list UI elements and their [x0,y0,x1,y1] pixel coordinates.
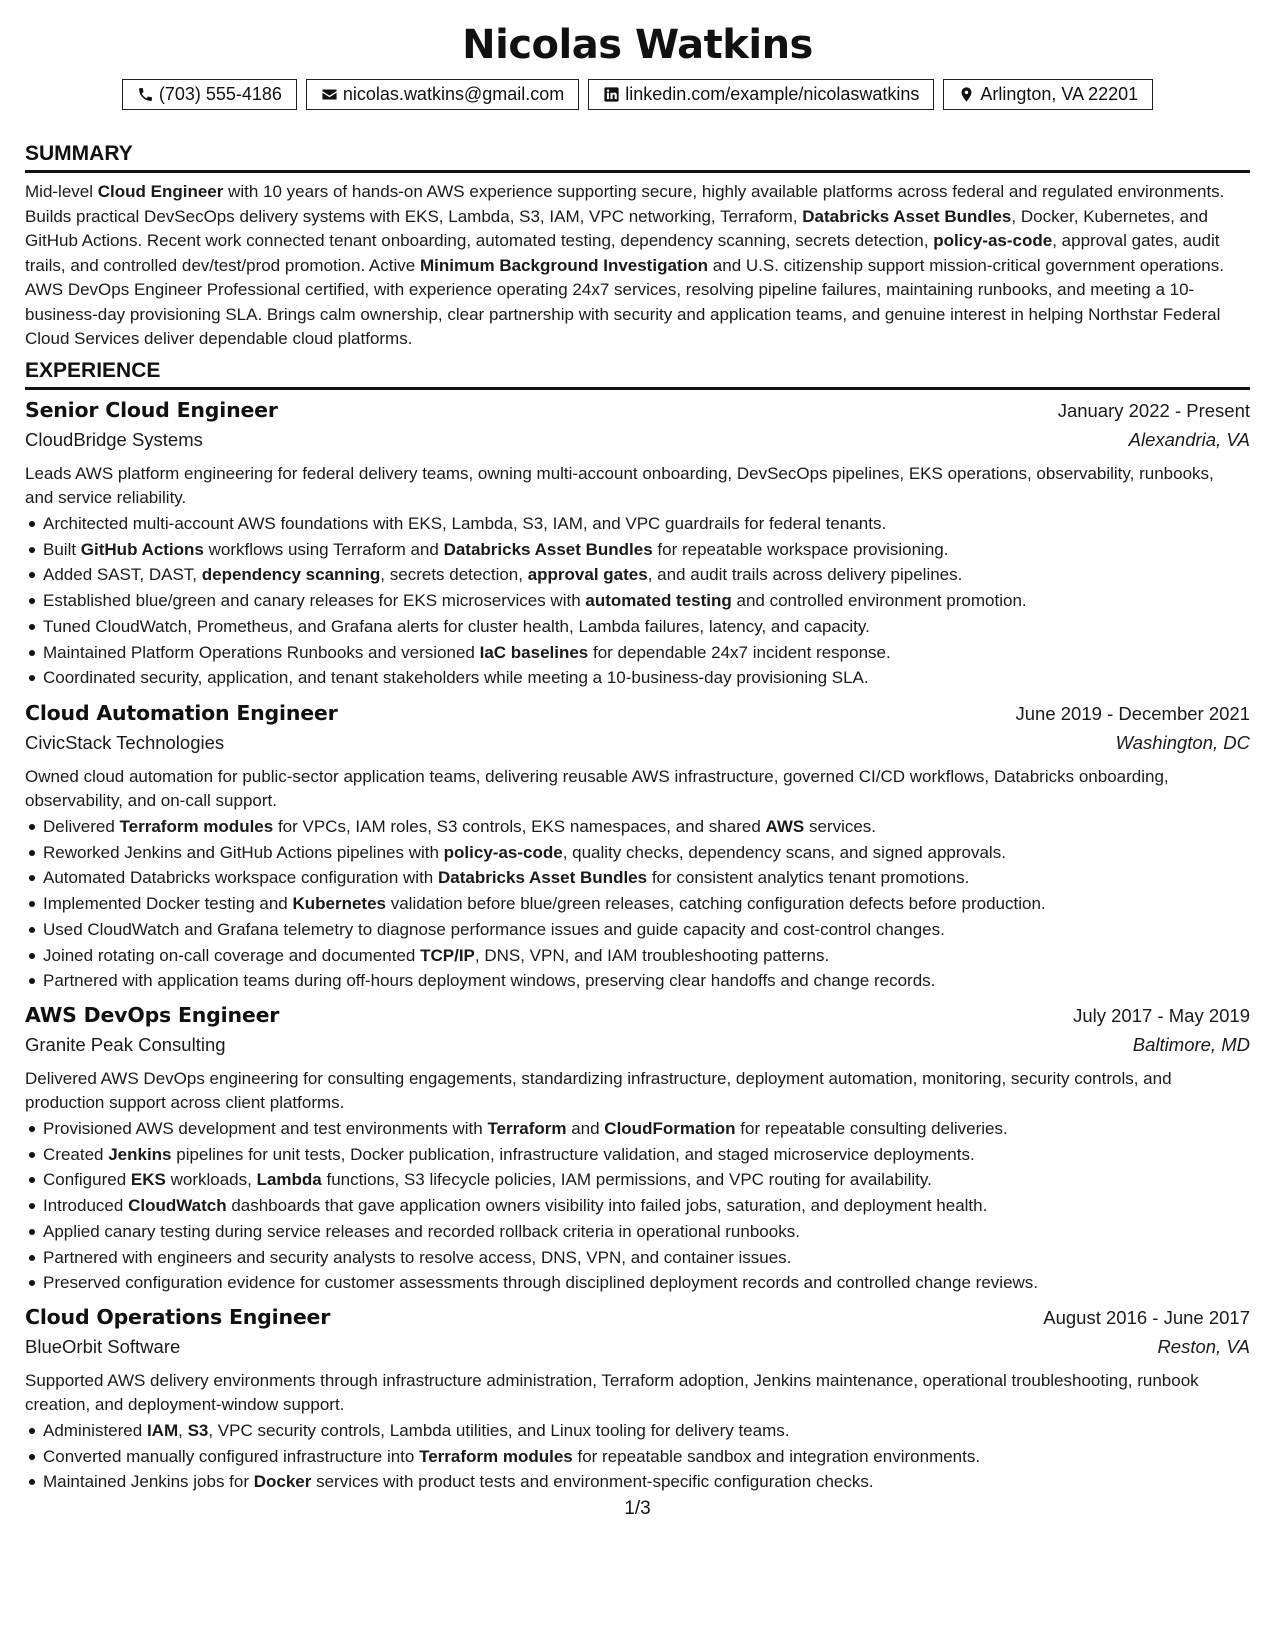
text-run: workloads, [165,1170,257,1190]
text-run: , Docker, Kubernetes, and GitHub Actions. Recent work connected tenant onboarding, automated testing, dependency scanning, secrets detection, [25,206,1208,250]
list-item [25,588,1250,614]
text-run: Maintained Platform Operations Runbooks and versioned [43,642,480,662]
list-item [25,968,1250,994]
company-name: CloudBridge Systems [25,429,203,450]
list-item [25,1469,1250,1495]
emphasized-text: Minimum Background Investigation [419,255,709,275]
linkedin-text: linkedin.com/example/nicolaswatkins [625,84,920,104]
job-description: Delivered AWS DevOps engineering for consulting engagements, standardizing infrastructure, deployment automation, monitoring, security controls, and production support across client platforms. [25,1069,1172,1112]
text-run: Partnered with engineers and security analysts to resolve access, DNS, VPN, and container issues. [43,1247,792,1267]
location-contact[interactable] [943,79,1153,110]
emphasized-text: Lambda [256,1170,322,1190]
text-run: Preserved configuration evidence for customer assessments through disciplined deployment records and controlled change reviews. [43,1273,1039,1293]
linkedin-icon [603,86,620,103]
emphasized-text: S3 [187,1421,209,1440]
candidate-name: Nicolas Watkins [462,22,813,68]
emphasized-text: policy-as-code [933,231,1053,250]
emphasized-text: policy-as-code [443,842,563,862]
list-item [25,1219,1250,1245]
job-location: Alexandria, VA [1128,429,1250,450]
text-run: for repeatable consulting deliveries. [735,1119,1008,1138]
emphasized-text: CloudWatch [128,1196,227,1216]
text-run: , [178,1421,188,1440]
emphasized-text: Databricks Asset Bundles [443,539,653,559]
job-description: Supported AWS delivery environments through infrastructure administration, Terraform adoption, Jenkins maintenance, operational troubleshooting, runbook creation, and deployment-window support. [25,1371,1199,1414]
map-pin-icon [958,86,975,103]
text-run: services with product tests and environment-specific configuration checks. [311,1472,874,1492]
emphasized-text: TCP/IP [420,945,475,965]
list-item [25,891,1250,917]
list-item [25,511,1250,537]
emphasized-text: Jenkins [108,1144,172,1164]
job-header [25,398,1250,428]
list-item [25,562,1250,588]
linkedin-contact[interactable] [588,79,934,110]
list-item [25,1418,1250,1444]
emphasized-text: Kubernetes [292,894,386,914]
emphasized-text: Databricks Asset Bundles [437,868,648,888]
job-title: Cloud Automation Engineer [25,701,338,725]
text-run: validation before blue/green releases, catching configuration defects before production. [386,894,1046,914]
text-run: Tuned CloudWatch, Prometheus, and Grafana alerts for cluster health, Lambda failures, latency, and capacity. [43,616,870,636]
text-run: Administered [43,1421,147,1440]
job-bullets [25,814,1250,994]
text-run: Implemented Docker testing and [43,894,293,914]
list-item [25,1270,1250,1296]
emphasized-text: EKS [130,1170,166,1190]
company-name: CivicStack Technologies [25,732,225,753]
emphasized-text: Terraform modules [419,1446,573,1466]
text-run: Introduced [43,1196,129,1216]
text-run: for repeatable workspace provisioning. [652,539,949,559]
job-description: Leads AWS platform engineering for federal delivery teams, owning multi-account onboarding, DevSecOps pipelines, EKS operations, observability, runbooks, and service reliability. [25,464,1214,507]
list-item [25,665,1250,691]
company-name: Granite Peak Consulting [25,1034,226,1055]
job-entry [25,701,1250,994]
list-item [25,943,1250,969]
summary-heading: SUMMARY [25,142,1250,173]
list-item [25,840,1250,866]
text-run: Maintained Jenkins jobs for [43,1472,254,1492]
emphasized-text: CloudFormation [604,1119,736,1138]
text-run: for dependable 24x7 incident response. [588,642,891,662]
job-location: Reston, VA [1157,1336,1250,1357]
text-run: with 10 years of hands-on AWS experience supporting secure, highly available platforms across federal and regulated environments. Builds practical DevSecOps delivery systems with EKS, Lambda, S3, IAM, VPC networking, Terraform, [25,182,1225,226]
emphasized-text: Docker [253,1472,312,1492]
emphasized-text: Terraform modules [119,817,274,836]
text-run: Automated Databricks workspace configuration with [43,868,438,888]
text-run: , secrets detection, [380,565,528,585]
job-title: Cloud Operations Engineer [25,1305,331,1329]
job-location: Washington, DC [1115,732,1250,753]
job-entry [25,1003,1250,1296]
company-name: BlueOrbit Software [25,1336,181,1357]
job-dates: June 2019 - December 2021 [1015,703,1250,724]
phone-icon [137,86,154,103]
page-number: 1/3 [624,1498,651,1519]
text-run: , DNS, VPN, and IAM troubleshooting patterns. [474,945,830,965]
job-bullets [25,511,1250,691]
text-run: Added SAST, DAST, [43,565,202,585]
text-run: Reworked Jenkins and GitHub Actions pipelines with [43,842,444,862]
text-run: , and audit trails across delivery pipelines. [647,565,963,585]
text-run: Created [43,1144,109,1164]
emphasized-text: AWS [765,817,805,836]
list-item [25,1245,1250,1271]
text-run: Used CloudWatch and Grafana telemetry to diagnose performance issues and guide capacity and cost-control changes. [43,919,945,939]
job-entry [25,398,1250,691]
text-run: Mid-level [25,182,98,201]
job-title: Senior Cloud Engineer [25,398,278,422]
emphasized-text: GitHub Actions [80,539,204,559]
text-run: Applied canary testing during service releases and recorded rollback criteria in operational runbooks. [43,1221,800,1241]
emphasized-text: approval gates [527,565,648,585]
job-entry [25,1305,1250,1495]
summary-text [25,180,1225,352]
text-run: Partnered with application teams during off-hours deployment windows, preserving clear handoffs and change records. [43,971,936,991]
job-header [25,1003,1250,1033]
list-item [25,640,1250,666]
text-run: , VPC security controls, Lambda utilities, and Linux tooling for delivery teams. [208,1421,790,1440]
job-subheader [25,1336,1250,1368]
location-text: Arlington, VA 22201 [980,84,1139,104]
job-header [25,701,1250,731]
list-item [25,1193,1250,1219]
job-dates: July 2017 - May 2019 [1073,1005,1250,1026]
text-run: , quality checks, dependency scans, and signed approvals. [562,842,1006,862]
resume-page [25,0,1250,1650]
text-run: functions, S3 lifecycle policies, IAM permissions, and VPC routing for availability. [321,1170,932,1190]
job-location: Baltimore, MD [1132,1034,1250,1055]
list-item [25,917,1250,943]
emphasized-text: IAM [146,1421,179,1440]
job-title: AWS DevOps Engineer [25,1003,280,1027]
job-subheader [25,429,1250,461]
job-description: Owned cloud automation for public-sector application teams, delivering reusable AWS infrastructure, governed CI/CD workflows, Databricks onboarding, observability, and on-call support. [25,767,1169,810]
text-run: Delivered [43,817,120,836]
list-item [25,814,1250,840]
emphasized-text: dependency scanning [201,565,381,585]
contact-bar [25,79,1250,110]
list-item [25,537,1250,563]
text-run: and controlled environment promotion. [731,591,1027,611]
text-run: Coordinated security, application, and tenant stakeholders while meeting a 10-business-day provisioning SLA. [43,668,869,688]
text-run: for consistent analytics tenant promotions. [647,868,970,888]
text-run: pipelines for unit tests, Docker publication, infrastructure validation, and staged microservice deployments. [171,1144,975,1164]
phone-text: (703) 555-4186 [158,84,282,104]
text-run: dashboards that gave application owners visibility into failed jobs, saturation, and deployment health. [226,1196,988,1216]
text-run: Built [43,539,81,559]
text-run: Established blue/green and canary releases for EKS microservices with [43,591,586,611]
envelope-icon [321,86,338,103]
text-run: workflows using Terraform and [203,539,444,559]
text-run: , approval gates, audit trails, and controlled dev/test/prod promotion. Active [25,231,1220,275]
text-run: for VPCs, IAM roles, S3 controls, EKS namespaces, and shared [273,817,766,836]
text-run: for repeatable sandbox and integration environments. [572,1446,981,1466]
emphasized-text: IaC baselines [479,642,589,662]
job-dates: January 2022 - Present [1057,400,1250,421]
text-run: and [566,1119,605,1138]
list-item [25,1167,1250,1193]
text-run: and U.S. citizenship support mission-critical government operations. AWS DevOps Engineer Professional certified, with experience operating 24x7 services, resolving pipeline failures, maintaining runbooks, and meeting a 10-business-day provisioning SLA. Brings calm ownership, clear partnership with security and application teams, and genuine interest in helping Northstar Federal Cloud Services deliver dependable cloud platforms. [25,255,1224,348]
list-item [25,614,1250,640]
list-item [25,1444,1250,1470]
job-bullets [25,1116,1250,1296]
email-text: nicolas.watkins@gmail.com [342,84,565,104]
job-subheader [25,1034,1250,1066]
experience-heading: EXPERIENCE [25,359,1250,390]
list-item [25,1142,1250,1168]
text-run: services. [804,817,877,836]
list-item [25,1116,1250,1142]
text-run: Provisioned AWS development and test environments with [43,1119,488,1138]
emphasized-text: Cloud Engineer [97,182,224,201]
text-run: Converted manually configured infrastructure into [43,1446,420,1466]
text-run: Joined rotating on-call coverage and documented [43,945,421,965]
phone-contact[interactable] [122,79,297,110]
emphasized-text: Databricks Asset Bundles [802,206,1012,226]
list-item [25,865,1250,891]
job-subheader [25,732,1250,764]
emphasized-text: Terraform [487,1119,567,1138]
text-run: Configured [43,1170,131,1190]
job-dates: August 2016 - June 2017 [1043,1307,1250,1328]
emphasized-text: automated testing [585,591,732,611]
job-header [25,1305,1250,1335]
job-bullets [25,1418,1250,1495]
text-run: Architected multi-account AWS foundations with EKS, Lambda, S3, IAM, and VPC guardrails for federal tenants. [43,514,887,533]
email-contact[interactable] [306,79,579,110]
